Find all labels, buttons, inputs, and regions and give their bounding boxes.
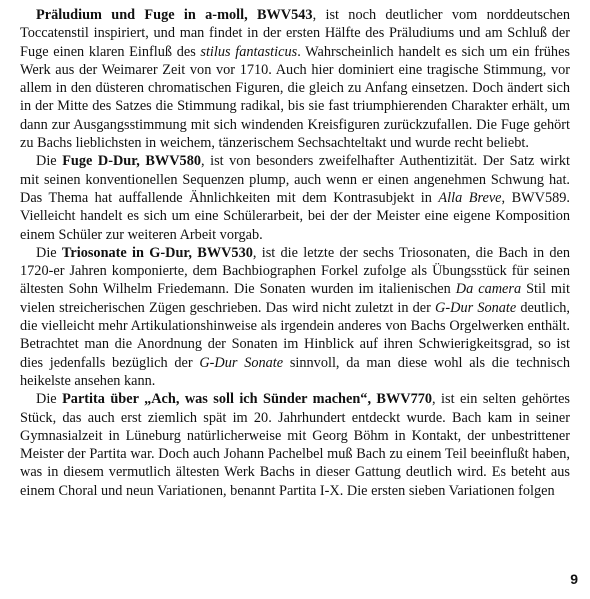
- text-span: , ist die letzte der sechs Triosonaten, die Bach in den 1720-er Jahren komponierte, dem Bachbiographen Forkel zufolge als Übungsstück für seinen ältesten Sohn Wilhelm Friedemann. Die Sonaten wurden im italienischen: [20, 244, 571, 298]
- text-span: Die: [36, 244, 62, 261]
- heading-bwv770: Partita über „Ach, was soll ich Sünder machen“, BWV770: [62, 391, 433, 408]
- heading-bwv580: Fuge D-Dur, BWV580: [62, 153, 201, 170]
- text-span: Stil mit vielen streicherischen Zügen geschrieben. Das wird nicht zuletzt in der: [20, 281, 570, 316]
- text-span: , ist von besonders zweifelhafter Authentizität. Der Satz wirkt mit seinen konventionellen Sequenzen plump, auch wenn er einen angenehmen Schwung hat. Das Thema hat auffallende Ähnlichkeiten mit dem Kontrasubjekt in: [20, 153, 570, 206]
- heading-bwv543: Präludium und Fuge in a-moll, BWV543: [36, 7, 313, 23]
- paragraph-bwv580: [20, 152, 570, 243]
- text-span: . Wahrscheinlich handelt es sich um ein frühes Werk aus der Weimarer Zeit von vor 1710. Auch hier dominiert eine tragische Stimmung, vor allem in den düsteren chromatischen Figuren, die gleich zu Anfang einsetzen. Doch ändert sich in der Mitte des Satzes die Stimmung radikal, bis sie fast triumphierenden Charakter erhält, um dann zur Ausgangsstimmung mit sich windenden Kreisfiguren zurückzufallen. Die Fuge gehört zu Bachs lieblichsten in weichem, tänzerischem Sechsachteltakt und wurde recht beliebt.: [20, 43, 570, 152]
- italic-term: G-Dur Sonate: [435, 299, 517, 316]
- page-number: 9: [570, 571, 578, 587]
- text-span: , ist noch deutlicher vom norddeutschen Toccatenstil inspiriert, und man findet in der ersten Hälfte des Präludiums und am Schluß der Fuge einen klaren Einfluß des: [20, 7, 570, 60]
- text-span: , ist ein selten gehörtes Stück, das auch erst ziemlich spät im 20. Jahrhundert entdeckt wurde. Bach kam in seiner Gymnasialzeit in Lüneburg natürlicherweise mit Georg Böhm in Kontakt, der unbestrittener Meister der Partita war. Doch auch Johann Pachelbel muß Bach zu einem Teil beeinflußt haben, was in diesem vermutlich ältesten Werk Bachs in dieser Gattung deutlich wird. Es beteht aus einem Choral und neun Variationen, benannt Partita I-X. Die ersten sieben Variationen folgen: [20, 391, 571, 499]
- italic-term: G-Dur Sonate: [199, 354, 284, 371]
- body-text: [20, 6, 570, 500]
- italic-term: stilus fantasticus: [200, 43, 298, 60]
- text-span: , BWV589. Vielleicht handelt es sich um eine Schülerarbeit, bei der der Meister eine eigene Komposition einem Schüler zur weiteren Arbeit vorgab.: [20, 189, 570, 243]
- text-span: deutlich, die vielleicht mehr Artikulationshinweise als irgendein anderes von Bachs Orgelwerken enthält. Betrachtet man die Anordnung der Sonaten im Hinblick auf ihren Schwierigkeitsgrad, so ist dies jedenfalls bezüglich der: [20, 299, 571, 371]
- text-span: Die: [36, 153, 63, 170]
- paragraph-bwv543: [20, 6, 570, 152]
- paragraph-bwv770: [20, 390, 570, 500]
- italic-term: Da camera: [455, 281, 522, 298]
- text-span: Die: [36, 391, 63, 408]
- italic-term: Alla Breve: [438, 189, 502, 206]
- heading-bwv530: Triosonate in G-Dur, BWV530: [61, 244, 253, 261]
- paragraph-bwv530: [20, 244, 570, 390]
- text-span: sinnvoll, da man diese wohl als die technisch heikelste ansehen kann.: [20, 354, 570, 389]
